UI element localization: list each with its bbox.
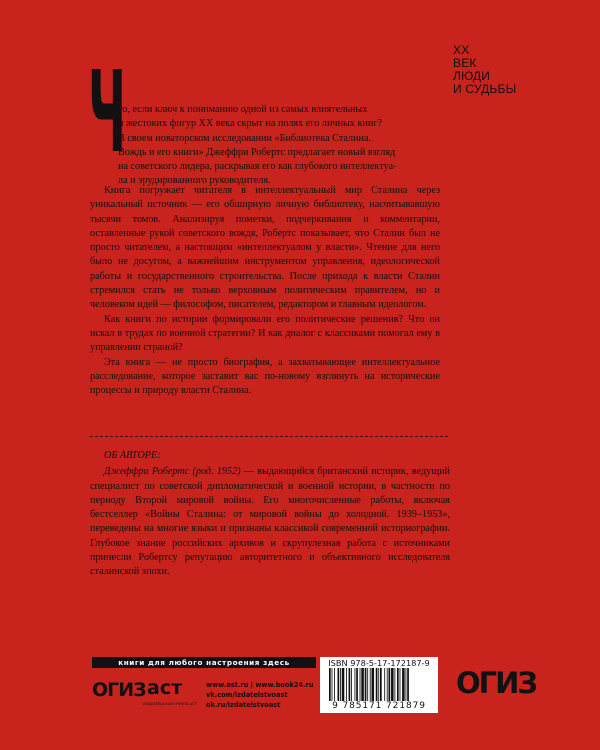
body-paragraph: Книга погружает читателя в интеллектуальный мир Сталина через уникальный источник — его обширную личную библиотеку, насчитывавшую тысячи томов. Анализируя пометки, подчеркивания и комментарии, оставленные рукой советского вождя, Робертс показывает, что Сталин был не просто читателем, а настоящим «интеллектуалом у власти». Чтение для него было не досугом, а важнейшим инструментом управления, идеологической работы и государственного строительства. После прихода к власти Сталин стремился стать не только верховным политическим правителем, но и человеком идей — философом, писателем, редактором и главным идеологом. [90, 185, 440, 311]
intro-line: то, если ключ к пониманию одной из самых влиятельных [118, 104, 368, 115]
series-line: И СУДЬБЫ [453, 82, 517, 96]
link-line: vk.com/izdatelstvoast [206, 691, 288, 699]
about-heading: ОБ АВТОРЕ: [104, 450, 161, 461]
intro-line: и жестоких фигур XX века скрыт на полях его личных книг? [118, 118, 383, 130]
ast-logo [143, 675, 197, 713]
intro-line: В своем новаторском исследовании «Библиотека Сталина. [118, 132, 372, 144]
barcode-number: 9 785171 721879 [332, 701, 426, 711]
body-paragraph: Как книги по истории формировали его политические решения? Что он искал в трудах по военной стратегии? И как диалог с классиками помогал ему в управлении страной? [90, 313, 440, 354]
intro-line: ла и эрудированного руководителя. [118, 175, 271, 187]
about-paragraph [90, 465, 450, 579]
series-line: ВЕК [453, 56, 477, 70]
ast-logo-subtitle: ИЗДАТЕЛЬСКАЯ ГРУППА АСТ [143, 702, 197, 706]
ogiz-logo-large: ОГИЗ [456, 666, 537, 700]
series-line: ЛЮДИ [453, 69, 491, 83]
about-text: — выдающийся британский историк, ведущий специалист по советской дипломатической и военной истории, в частности по периоду Второй мировой войны. Его многочисленные работы, включая бестселлер «Войны Сталина: от мировой войны до холодной. 1939–1953», переведены на многие языки и признаны классикой современной историографии. Глубокое знание российских архивов и скрупулезная работа с источниками принесли Робертсу репутацию авторитетного и объективного исследователя сталинской эпохи. [90, 466, 450, 578]
ogiz-logo-small: ОГИЗ [92, 679, 146, 701]
isbn-label: ISBN 978-5-17-172187-9 [328, 658, 430, 668]
barcode-icon [328, 668, 430, 701]
isbn-barcode-box [320, 657, 438, 713]
intro-paragraph [118, 103, 438, 189]
intro-line: Вождь и его книги» Джеффри Робертс предлагает новый взгляд [118, 146, 396, 158]
ast-logo-word: аст [147, 677, 183, 699]
link-line: ok.ru/izdatelstvoast [206, 701, 281, 709]
publisher-links [206, 680, 313, 710]
section-divider [90, 436, 448, 437]
link-line: www.ast.ru | www.book24.ru [206, 681, 314, 689]
body-paragraph: Эта книга — не просто биография, а захватывающее интеллектуальное расследование, которое заставит вас по-новому взглянуть на исторические процессы и природу власти Сталина. [90, 356, 440, 397]
series-line: ХХ [453, 43, 470, 57]
tagline-banner: книги для любого настроения здесь [92, 657, 316, 668]
series-title [453, 44, 516, 96]
annotation-body [90, 184, 440, 398]
about-author [90, 449, 450, 580]
drop-cap: Ч [88, 48, 127, 178]
intro-line: на советского лидера, раскрывая его как глубокого интеллектуа- [118, 161, 397, 173]
author-name: Джеффри Робертс (род. 1952) [104, 466, 241, 478]
